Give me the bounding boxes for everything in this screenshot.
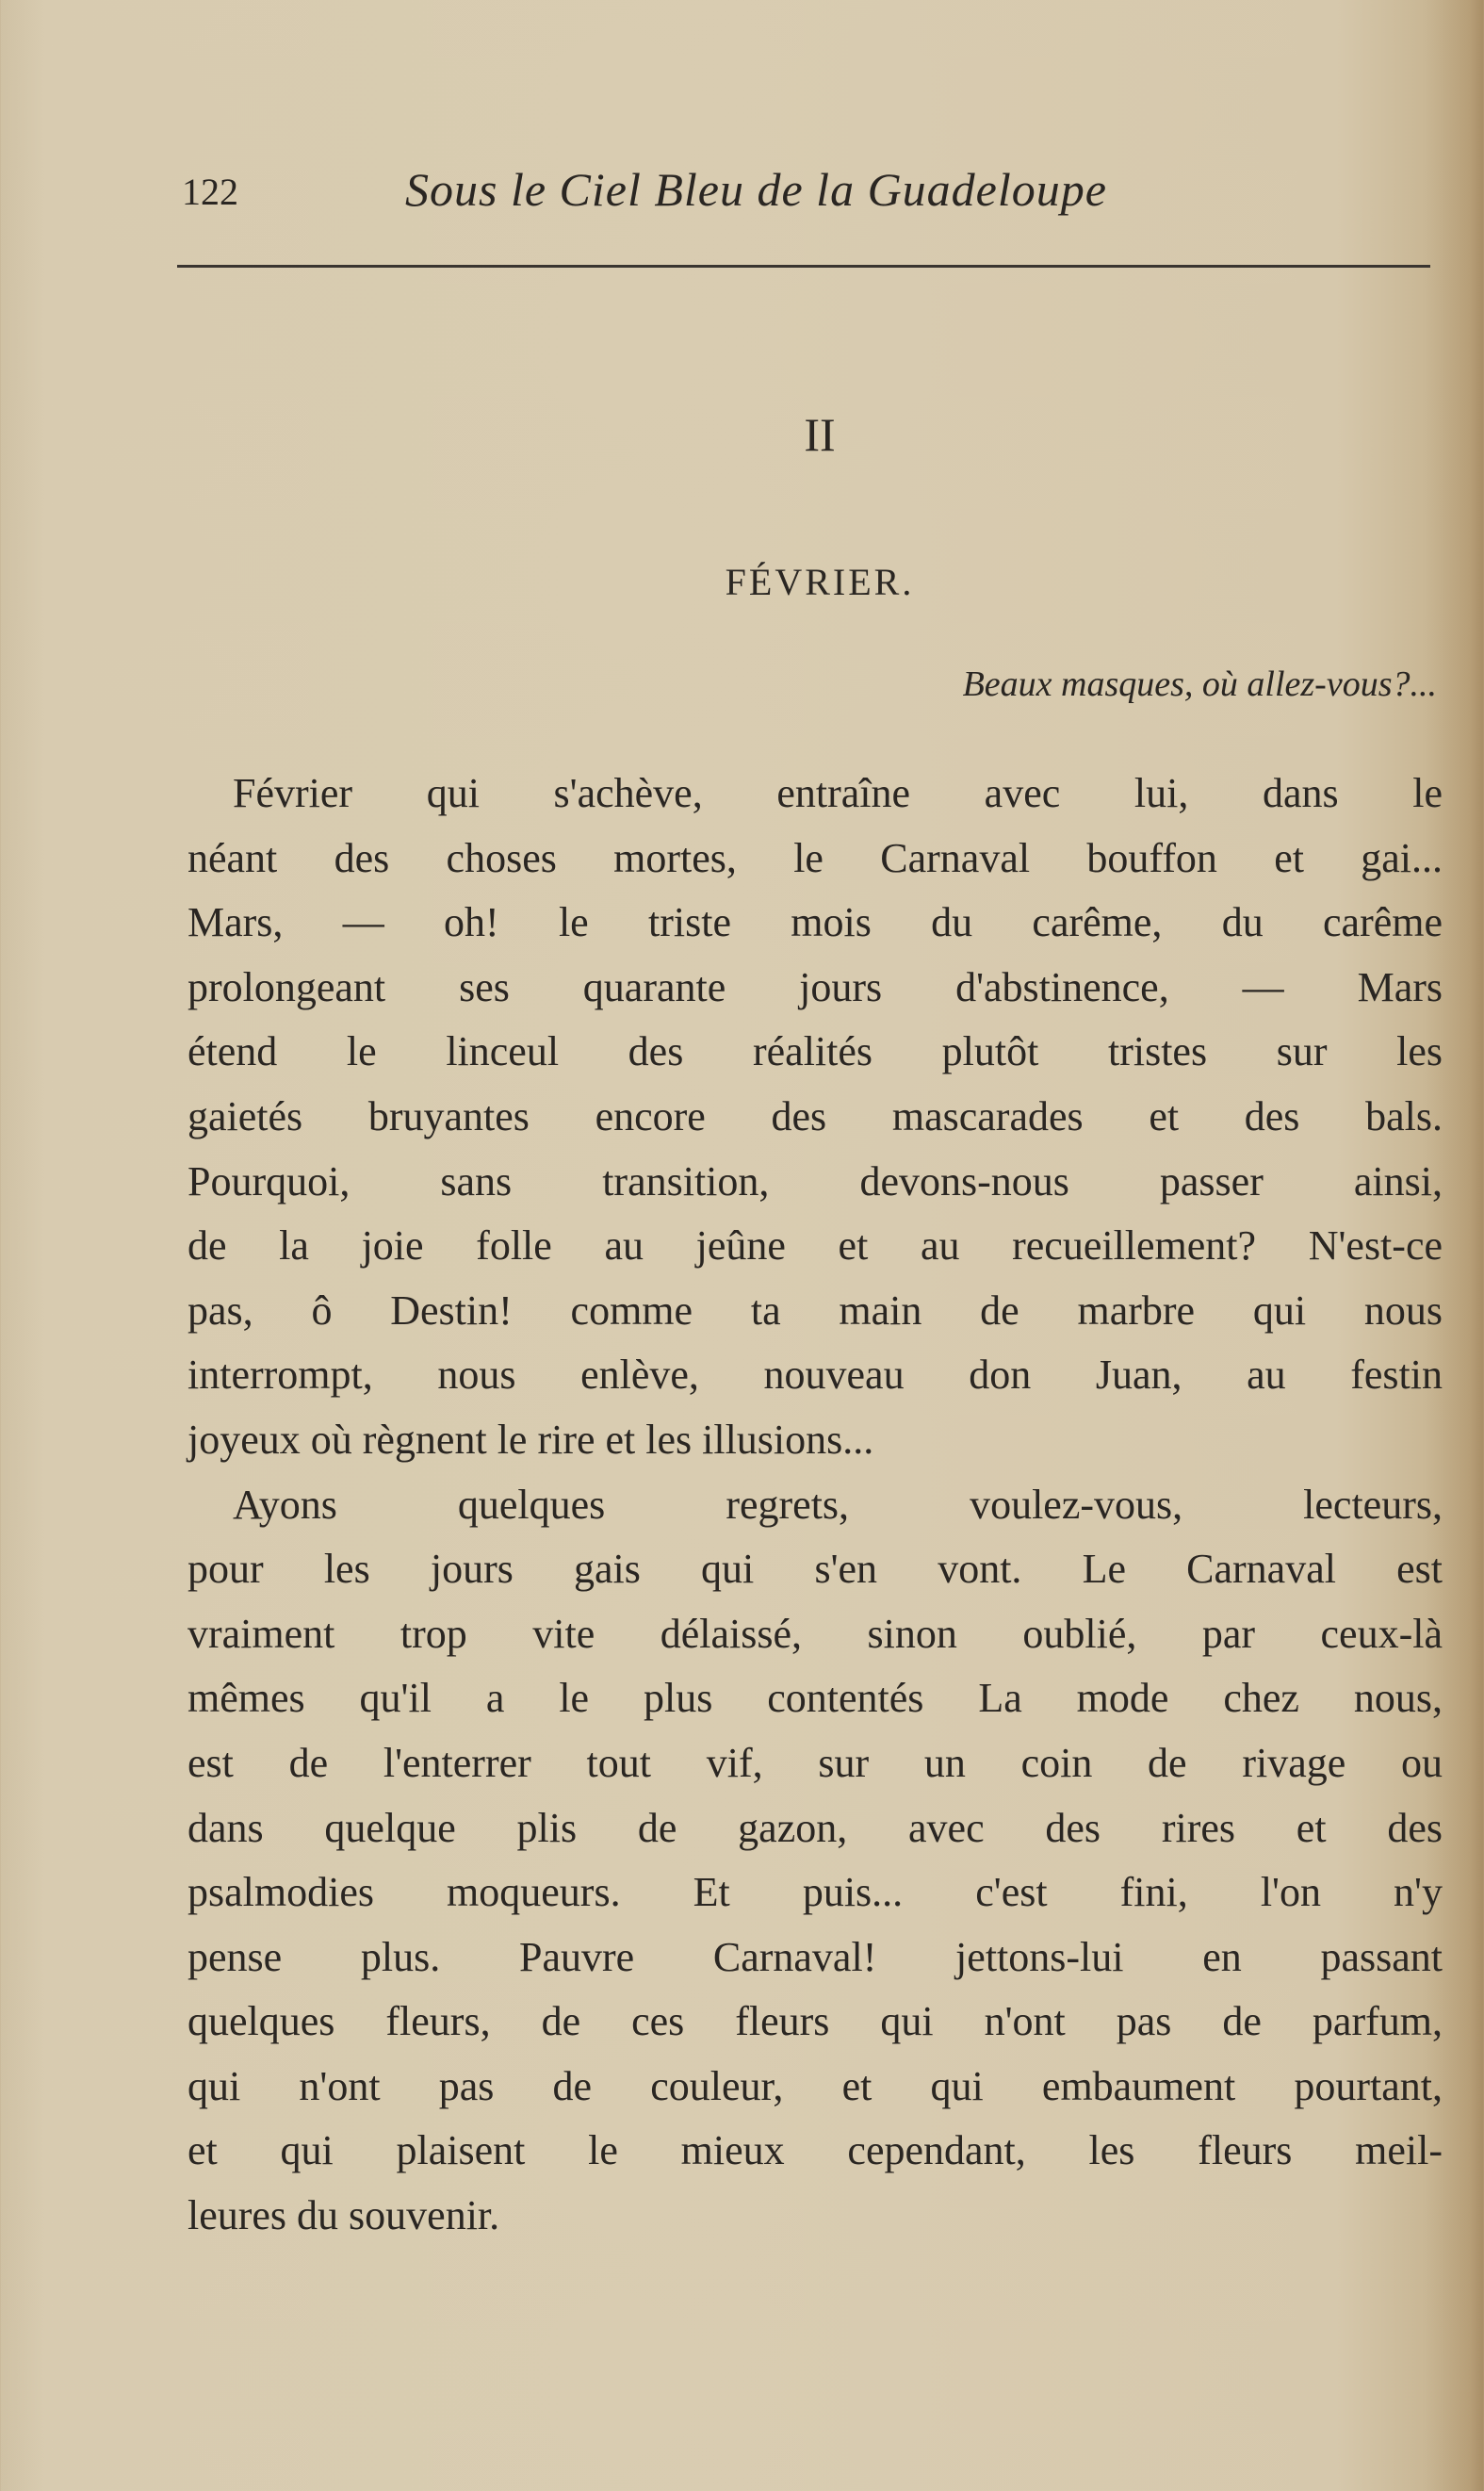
text-line: psalmodies moqueurs. Et puis... c'est fini, l'on n'y	[188, 1869, 1443, 1916]
text-line: étend le linceul des réalités plutôt tristes sur les	[188, 1028, 1443, 1075]
epigraph: Beaux masques, où allez-vous?...	[962, 664, 1437, 704]
text-line: néant des choses mortes, le Carnaval bouffon et gai...	[188, 834, 1443, 881]
text-line: leures du souvenir.	[188, 2192, 500, 2239]
text-line: gaietés bruyantes encore des mascarades et des bals.	[188, 1092, 1443, 1139]
text-line: de la joie folle au jeûne et au recueillement? N'est-ce	[188, 1222, 1443, 1270]
chapter-number: II	[804, 408, 836, 461]
paragraph	[188, 762, 1443, 1473]
text-line: interrompt, nous enlève, nouveau don Juan, au festin	[188, 1352, 1443, 1399]
text-line: vraiment trop vite délaissé, sinon oublié, par ceux-là	[188, 1610, 1443, 1657]
paragraph	[188, 1473, 1443, 2249]
text-line: et qui plaisent le mieux cependant, les fleurs meil-	[188, 2127, 1443, 2174]
running-title: Sous le Ciel Bleu de la Guadeloupe	[405, 163, 1107, 216]
text-line: pense plus. Pauvre Carnaval! jettons-lui en passant	[188, 1933, 1443, 1980]
text-line: joyeux où règnent le rire et les illusions...	[188, 1416, 874, 1463]
text-line: Pourquoi, sans transition, devons-nous passer ainsi,	[188, 1157, 1443, 1205]
header-rule	[177, 265, 1430, 268]
chapter-title: FÉVRIER.	[725, 561, 915, 603]
text-line: pour les jours gais qui s'en vont. Le Carnaval est	[188, 1546, 1443, 1593]
text-line: quelques fleurs, de ces fleurs qui n'ont pas de parfum,	[188, 1998, 1443, 2045]
text-line: mêmes qu'il a le plus contentés La mode chez nous,	[188, 1675, 1443, 1722]
text-line: Février qui s'achève, entraîne avec lui, dans le	[233, 770, 1443, 816]
text-line: prolongeant ses quarante jours d'abstinence, — Mars	[188, 963, 1443, 1010]
text-line: est de l'enterrer tout vif, sur un coin de rivage ou	[188, 1739, 1443, 1786]
text-line: qui n'ont pas de couleur, et qui embaument pourtant,	[188, 2062, 1443, 2109]
text-line: dans quelque plis de gazon, avec des rires et des	[188, 1804, 1443, 1851]
text-line: Ayons quelques regrets, voulez-vous, lecteurs,	[233, 1481, 1443, 1528]
text-line: pas, ô Destin! comme ta main de marbre qui nous	[188, 1286, 1443, 1334]
body-text	[188, 762, 1443, 2249]
page-number: 122	[182, 171, 238, 213]
text-line: Mars, — oh! le triste mois du carême, du carême	[188, 899, 1443, 946]
